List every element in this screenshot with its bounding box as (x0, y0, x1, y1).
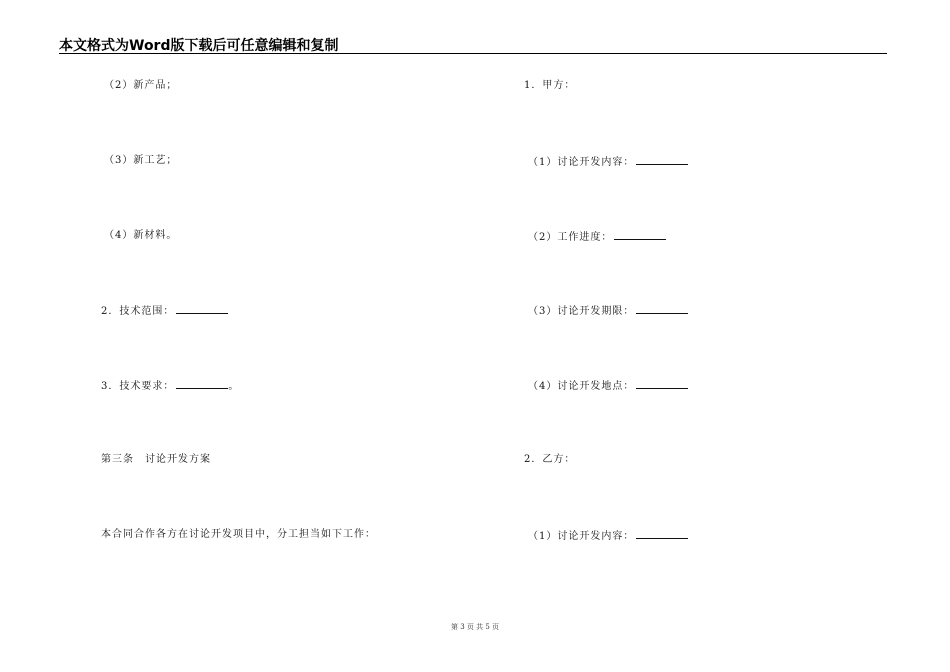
page-header (59, 34, 887, 54)
party-a-location-line (528, 379, 688, 393)
party-b-content-blank[interactable] (636, 529, 688, 539)
party-a-progress-line (528, 230, 666, 244)
party-a-period-blank[interactable] (636, 304, 688, 314)
item-new-process (104, 155, 177, 167)
party-a-heading-text: 1．甲方： (524, 80, 576, 91)
tech-requirement-line (101, 379, 239, 393)
party-b-heading-text: 2．乙方： (524, 454, 576, 465)
article-three-title (101, 454, 211, 466)
article-three-title-text: 第三条 讨论开发方案 (101, 454, 211, 465)
party-b-heading (524, 454, 575, 466)
tech-scope-blank[interactable] (176, 304, 228, 314)
tech-scope-line (101, 304, 228, 318)
division-intro (101, 529, 376, 541)
party-a-progress-label: （2）工作进度： (528, 232, 613, 243)
tech-requirement-end: 。 (228, 381, 240, 392)
party-b-content-label: （1）讨论开发内容： (528, 531, 635, 542)
tech-scope-label: 2．技术范围： (101, 306, 175, 317)
header-title: 本文格式为Word版下载后可任意编辑和复制 (59, 38, 339, 54)
party-a-location-blank[interactable] (636, 379, 688, 389)
item-new-process-text: （3）新工艺； (104, 155, 178, 166)
party-a-content-line (528, 155, 688, 169)
item-new-material-text: （4）新材料。 (104, 230, 178, 241)
item-new-product-text: （2）新产品； (104, 80, 178, 91)
party-a-heading (524, 80, 575, 92)
division-intro-text: 本合同合作各方在讨论开发项目中，分工担当如下工作： (101, 529, 376, 540)
tech-requirement-blank[interactable] (176, 379, 228, 389)
page-footer (0, 622, 950, 632)
item-new-material (104, 230, 177, 242)
party-a-content-label: （1）讨论开发内容： (528, 157, 635, 168)
party-a-period-line (528, 304, 688, 318)
item-new-product (104, 80, 177, 92)
party-a-content-blank[interactable] (636, 155, 688, 165)
tech-requirement-label: 3．技术要求： (101, 381, 175, 392)
party-a-period-label: （3）讨论开发期限： (528, 306, 635, 317)
party-a-progress-blank[interactable] (614, 230, 666, 240)
page-number: 第 3 页 共 5 页 (450, 623, 500, 631)
party-b-content-line (528, 529, 688, 543)
party-a-location-label: （4）讨论开发地点： (528, 381, 635, 392)
